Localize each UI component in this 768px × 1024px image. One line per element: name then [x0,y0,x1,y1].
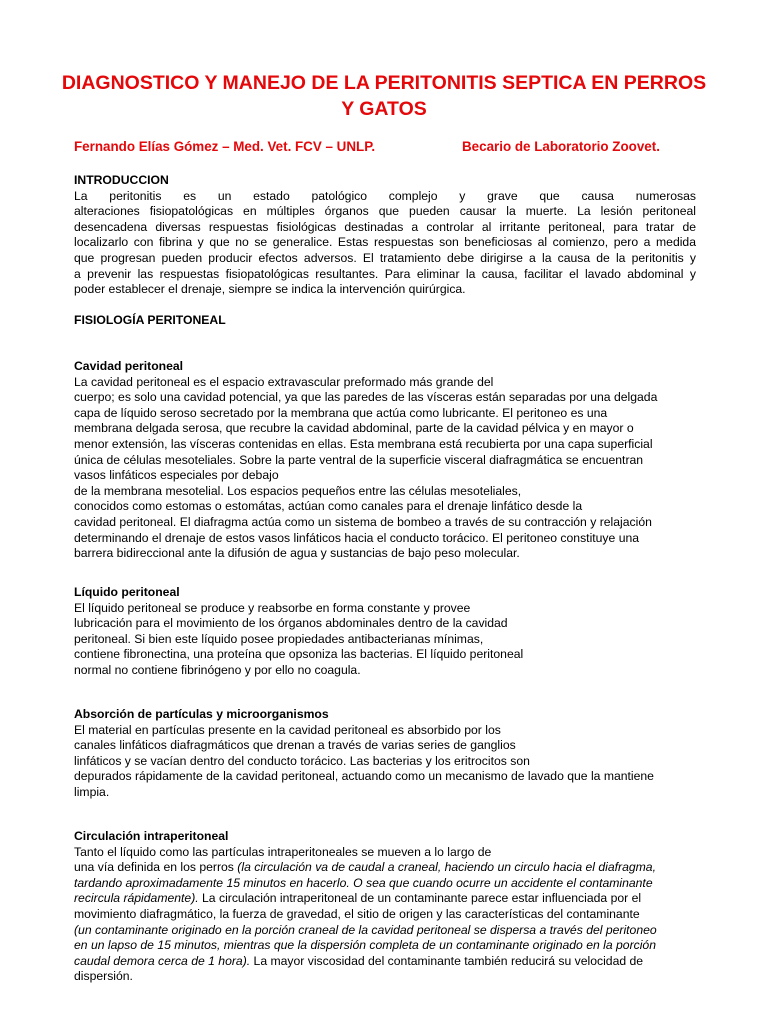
paragraph-line [74,860,696,876]
paragraph-line [74,923,696,939]
italic-run: (la circulación va de caudal a craneal, haciendo un circulo hacia el diafragma, [237,860,656,875]
section-fisiologia [74,313,696,329]
paragraph-line: vasos linfáticos especiales por debajo [74,468,279,483]
paragraph-line: Tanto el líquido como las partículas intraperitoneales se mueven a lo largo de [74,844,492,859]
paragraph-line: conocidos como estomas o estomátas, actúan como canales para el drenaje linfático desde la [74,499,583,514]
paragraph-line: de la membrana mesotelial. Los espacios pequeños entre las células mesoteliales, [74,483,522,498]
section-heading: Líquido peritoneal [74,585,180,599]
paragraph-line: que progresan pueden producir efectos adversos. El tratamiento debe dirigirse a la causa de la peritonitis y [74,250,696,265]
author-affiliation: Becario de Laboratorio Zoovet. [462,139,660,154]
paragraph-line: única de células mesoteliales. Sobre la parte ventral de la superficie visceral diafragmática se encuentran [74,452,644,467]
italic-run: en un lapso de 15 minutos, mientras que la dispersión completa de un contaminante originado en la porción [74,938,656,953]
section-heading: FISIOLOGÍA PERITONEAL [74,313,226,327]
italic-run: (un contaminante originado en la porción craneal de la cavidad peritoneal se dispersa a través del peritoneo [74,922,657,937]
paragraph-line: El líquido peritoneal se produce y reabsorbe en forma constante y provee [74,600,471,615]
section-heading: Absorción de partículas y microorganismos [74,707,329,721]
paragraph-line: La peritonitis es un estado patológico complejo y grave que causa numerosas [74,188,696,203]
paragraph-line [74,891,696,907]
paragraph-line: contiene fibronectina, una proteína que opsoniza las bacterias. El líquido peritoneal [74,647,524,662]
italic-run: recircula rápidamente). [74,891,199,906]
paragraph-line: alteraciones fisiopatológicas en múltiples órganos que pueden causar la muerte. La lesión peritoneal [74,204,696,219]
paragraph-line: linfáticos y se vacían dentro del conducto torácico. Las bacterias y los eritrocitos son [74,753,530,768]
section-cavidad-peritoneal [74,359,696,562]
text-run: La circulación intraperitoneal de un contaminante parece estar influenciada por el [198,891,642,906]
paragraph-line: menor extensión, las vísceras contenidas en ellas. Esta membrana está recubierta por una capa superficial [74,436,653,451]
paragraph-line: determinando el drenaje de estos vasos linfáticos hacia el conducto torácico. El peritoneo constituye una [74,530,640,545]
paragraph-line: localizarlo con fibrina y que no se generalice. Estas respuestas son beneficiosas al comienzo, pero a medida [74,235,696,250]
document-title: DIAGNOSTICO Y MANEJO DE LA PERITONITIS SEPTICA EN PERROS Y GATOS [61,72,707,120]
paragraph-line: desencadena diversas respuestas fisiológicas destinadas a controlar al irritante peritoneal, para tratar de [74,219,696,234]
paragraph-line [74,938,696,954]
paragraph-line: La cavidad peritoneal es el espacio extravascular preformado más grande del [74,374,494,389]
italic-run: tardando aproximadamente 15 minutos en hacerlo. O sea que cuando ocurre un accidente el contaminante [74,875,653,890]
paragraph-line: peritoneal. Si bien este líquido posee propiedades antibacterianas mínimas, [74,631,484,646]
paragraph-line: movimiento diafragmático, la fuerza de gravedad, el sitio de origen y las características del contaminante [74,906,640,921]
paragraph-line: lubricación para el movimiento de los órganos abdominales dentro de la cavidad [74,616,508,631]
paragraph-line: canales linfáticos diafragmáticos que drenan a través de varias series de ganglios [74,738,516,753]
section-heading: Cavidad peritoneal [74,359,184,373]
author-name: Fernando Elías Gómez – Med. Vet. FCV – UNLP. [74,139,376,154]
paragraph-line: capa de líquido seroso secretado por la membrana que actúa como lubricante. El peritoneo es una [74,405,608,420]
paragraph-line: barrera bidireccional ante la difusión de agua y sustancias de bajo peso molecular. [74,546,520,561]
italic-run: caudal demora cerca de 1 hora). [74,953,251,968]
paragraph-line: dispersión. [74,969,133,984]
author-line [74,138,708,156]
paragraph-line: a prevenir las respuestas fisiopatológicas resultantes. Para eliminar la causa, facilitar el lavado abdominal y [74,266,696,281]
paragraph-line: limpia. [74,784,110,799]
section-heading: Circulación intraperitoneal [74,829,229,843]
paragraph-line: membrana delgada serosa, que recubre la cavidad abdominal, parte de la cavidad pélvica y en mayor o [74,421,634,436]
paragraph-line: El material en partículas presente en la cavidad peritoneal es absorbido por los [74,722,501,737]
section-liquido-peritoneal [74,585,696,679]
section-absorcion [74,707,696,801]
paragraph-line: normal no contiene fibrinógeno y por ello no coagula. [74,662,361,677]
paragraph-line: cuerpo; es solo una cavidad potencial, ya que las paredes de las vísceras están separadas por una delgada [74,390,658,405]
paragraph-line [74,876,696,892]
text-run: una vía definida en los perros [74,860,238,875]
paragraph-line: depurados rápidamente de la cavidad peritoneal, actuando como un mecanismo de lavado que la mantiene [74,769,654,784]
paragraph-line: cavidad peritoneal. El diafragma actúa como un sistema de bombeo a través de su contracción y relajación [74,514,652,529]
text-run: La mayor viscosidad del contaminante también reducirá su velocidad de [250,953,644,968]
paragraph-line: poder establecer el drenaje, siempre se indica la intervención quirúrgica. [74,282,466,297]
section-circulacion [74,829,696,985]
section-introduccion [74,173,696,298]
section-heading: INTRODUCCION [74,173,169,187]
paragraph-line [74,954,696,970]
